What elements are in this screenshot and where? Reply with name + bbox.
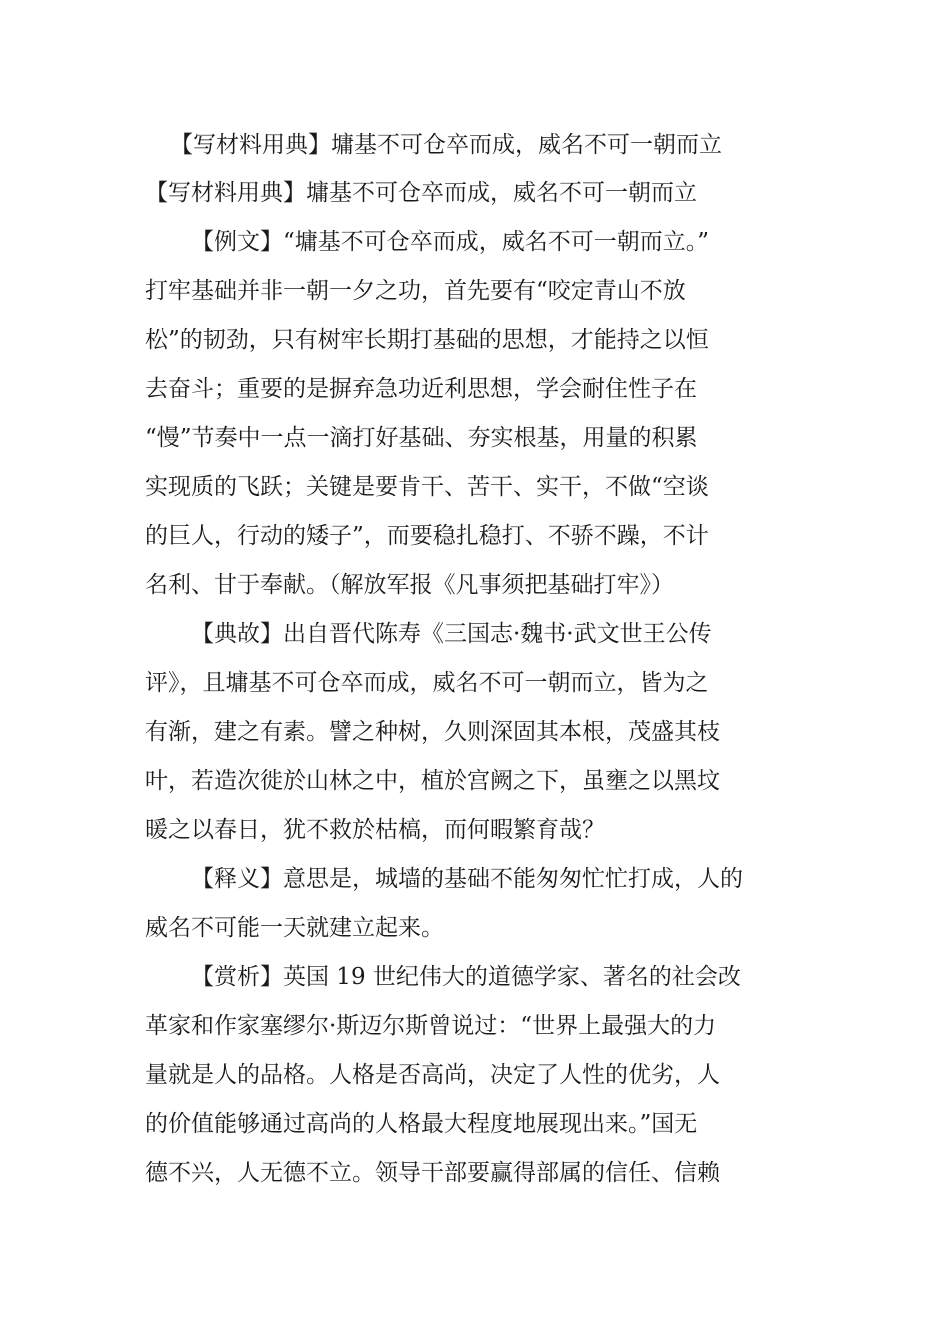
appreciation-line: 【赏析】英国 19 世纪伟大的道德学家、著名的社会改 [191,964,741,990]
example-line: 【例文】“墉基不可仓卒而成，威名不可一朝而立。” [191,229,710,255]
example-line: 松”的韧劲，只有树牢长期打基础的思想，才能持之以恒 [145,327,709,353]
appreciation-line: 革家和作家塞缪尔·斯迈尔斯曾说过：“世界上最强大的力 [145,1013,717,1039]
allusion-line: 叶，若造次徙於山林之中，植於宫阙之下，虽壅之以黑坟 [145,768,720,794]
example-line: “慢”节奏中一点一滴打好基础、夯实根基，用量的积累 [145,425,698,451]
document-title: 【写材料用典】墉基不可仓卒而成，威名不可一朝而立 [170,132,722,158]
meaning-paragraph [145,864,807,943]
allusion-line: 【典故】出自晋代陈寿《三国志·魏书·武文世王公传 [191,621,712,647]
document-title-repeat: 【写材料用典】墉基不可仓卒而成，威名不可一朝而立 [145,180,697,206]
allusion-line: 评》，且墉基不可仓卒而成，威名不可一朝而立，皆为之 [145,670,709,696]
document-page [145,130,807,1188]
example-line: 名利、甘于奉献。（解放军报《凡事须把基础打牢》） [145,572,674,598]
meaning-line: 威名不可能一天就建立起来。 [145,915,444,941]
appreciation-line: 德不兴，人无德不立。领导干部要赢得部属的信任、信赖 [145,1160,720,1186]
example-line: 打牢基础并非一朝一夕之功，首先要有“咬定青山不放 [145,278,686,304]
meaning-line: 【释义】意思是，城墙的基础不能匆匆忙忙打成，人的 [191,866,743,892]
example-line: 的巨人，行动的矮子”，而要稳扎稳打、不骄不躁，不计 [145,523,709,549]
example-paragraph [145,227,807,600]
appreciation-line: 的价值能够通过高尚的人格最大程度地展现出来。”国无 [145,1111,698,1137]
allusion-line: 有渐，建之有素。譬之种树，久则深固其本根，茂盛其枝 [145,719,720,745]
example-line: 去奋斗；重要的是摒弃急功近利思想，学会耐住性子在 [145,376,697,402]
example-line: 实现质的飞跃；关键是要肯干、苦干、实干，不做“空谈 [145,474,709,500]
appreciation-line: 量就是人的品格。人格是否高尚，决定了人性的优劣，人 [145,1062,720,1088]
allusion-line: 暖之以春日，犹不救於枯槁，而何暇繁育哉？ [145,817,605,843]
allusion-paragraph [145,619,807,845]
appreciation-paragraph [145,962,807,1188]
